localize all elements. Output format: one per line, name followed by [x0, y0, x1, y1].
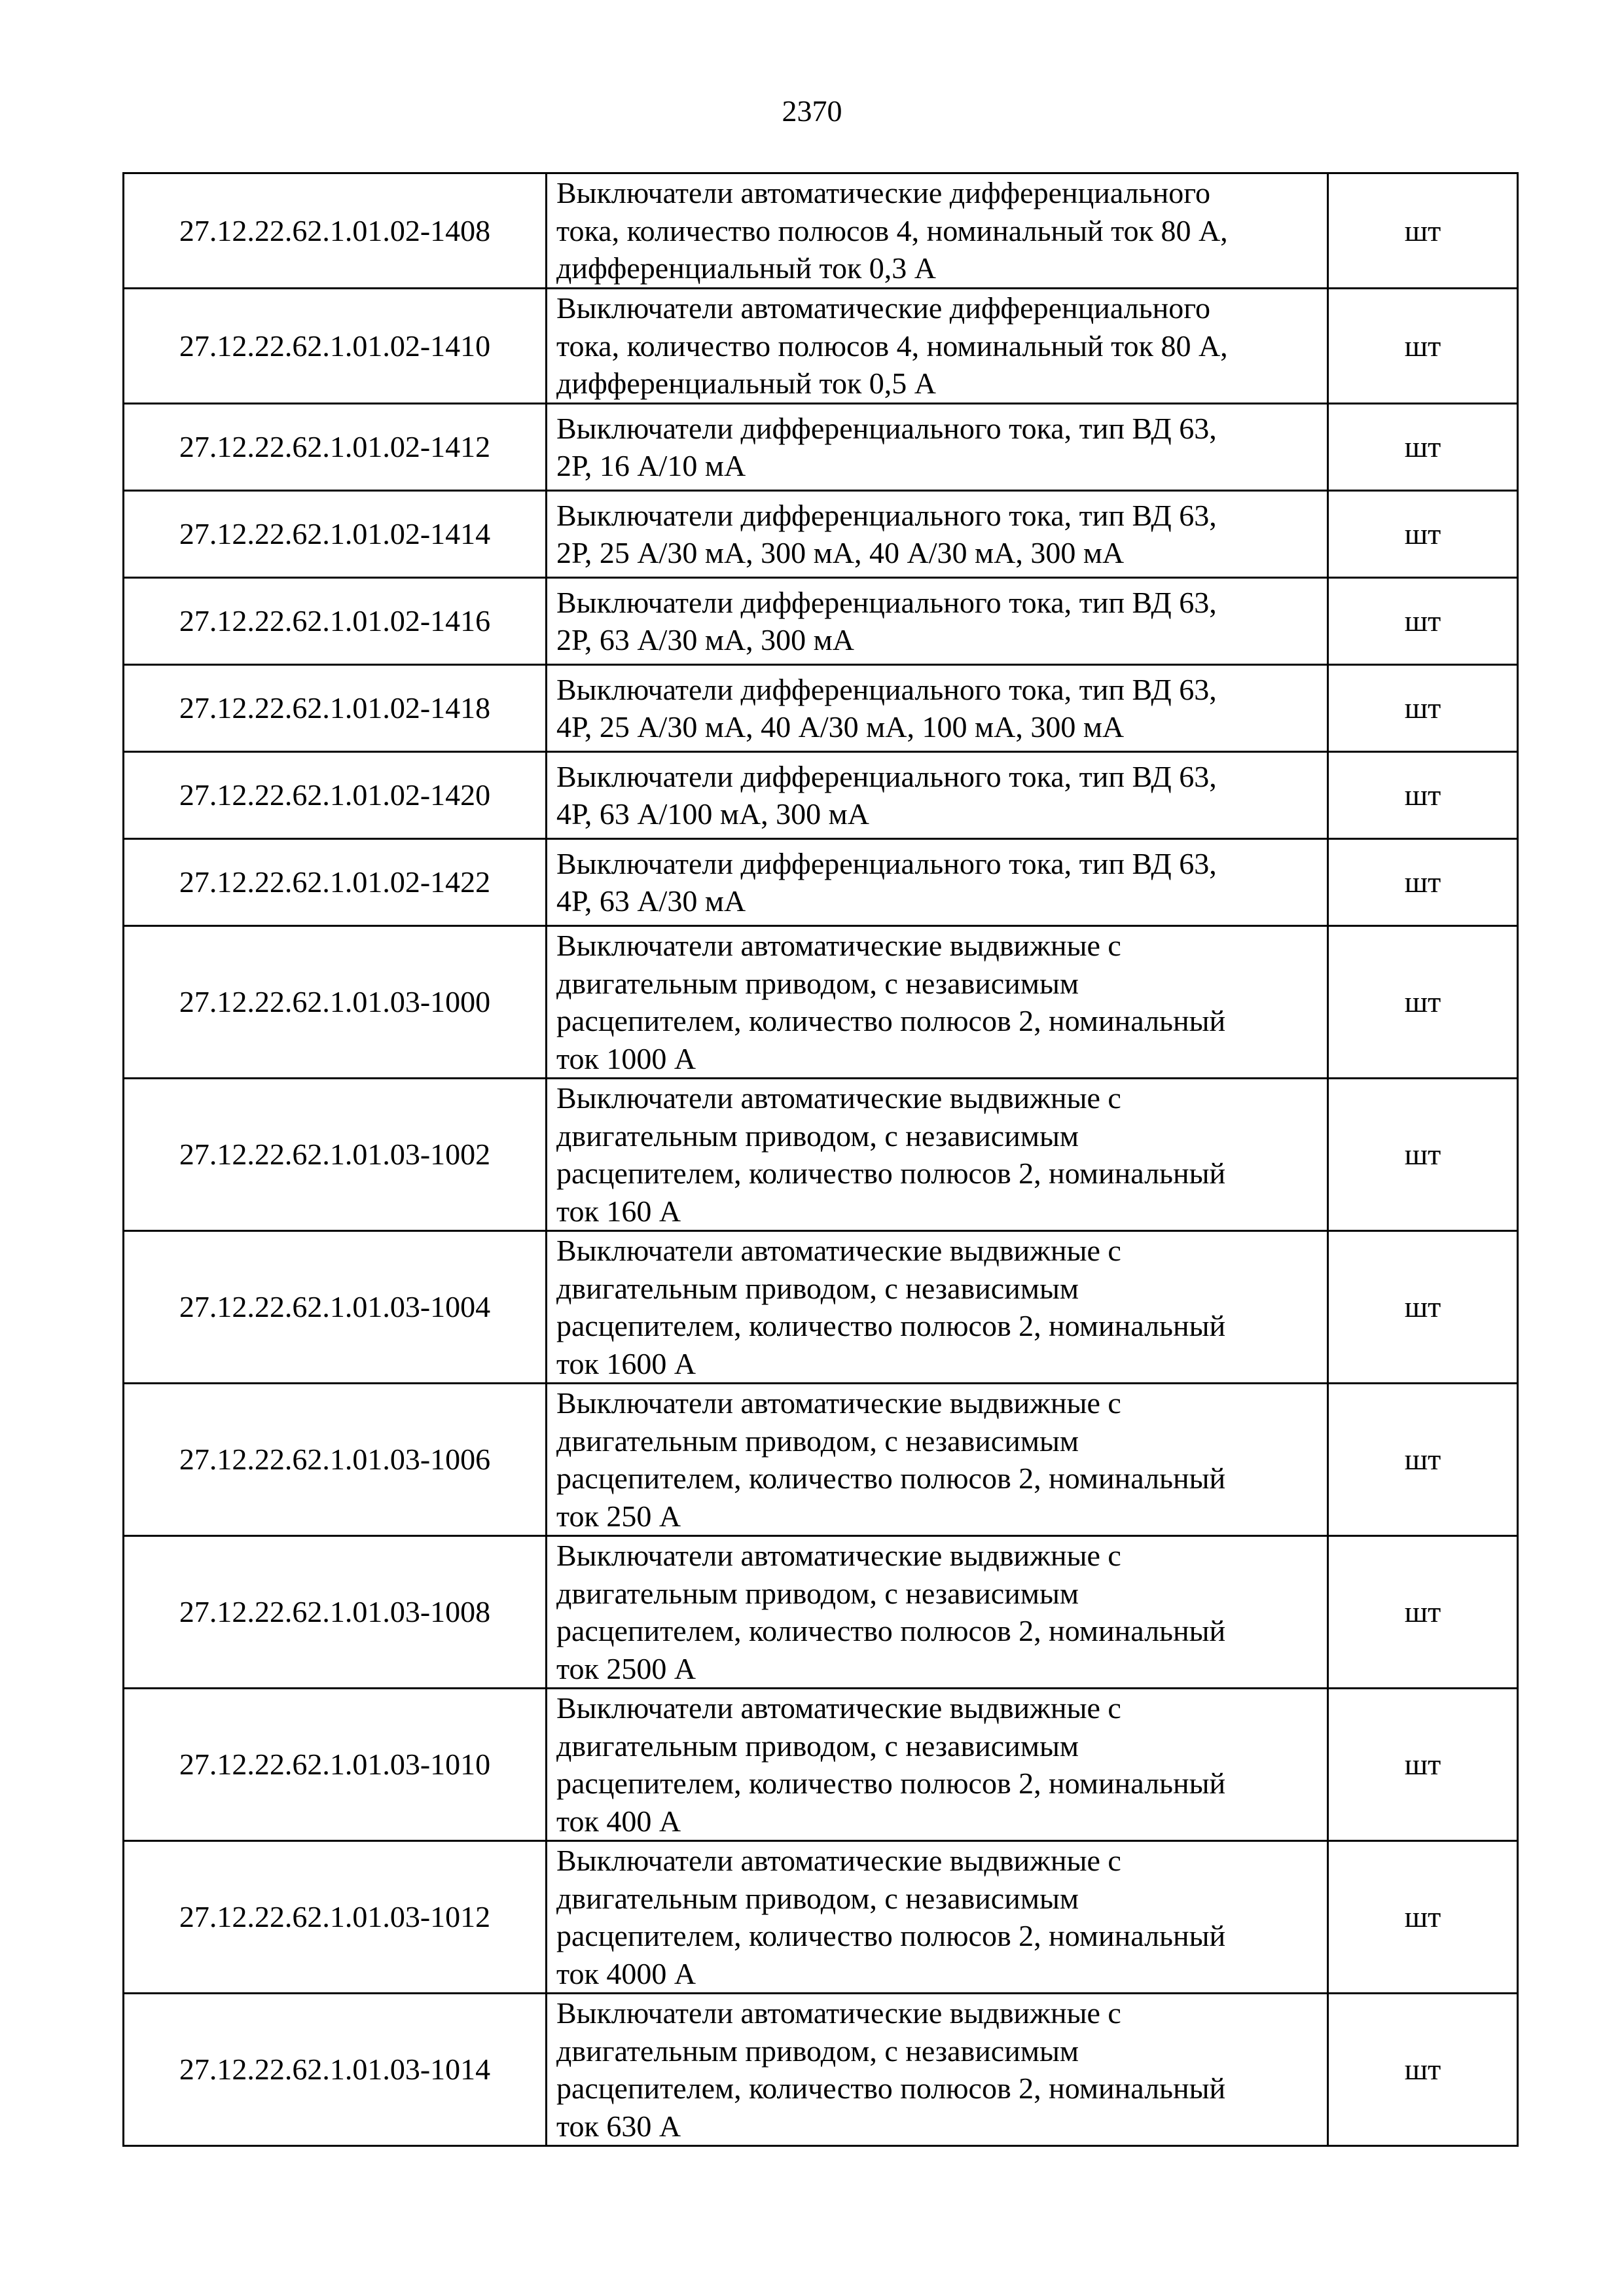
resource-code: 27.12.22.62.1.01.03-1002 — [124, 1079, 547, 1231]
unit-of-measure: шт — [1328, 289, 1518, 404]
description-line: двигательным приводом, с независимым — [556, 1119, 1079, 1153]
table-row — [124, 1689, 1518, 1841]
table-row — [124, 839, 1518, 926]
description-line: ток 630 А — [556, 2109, 681, 2143]
resource-code: 27.12.22.62.1.01.02-1418 — [124, 665, 547, 752]
description-line: Выключатели автоматические дифференциального — [556, 291, 1210, 325]
description-line: Выключатели автоматические выдвижные с — [556, 929, 1121, 962]
table-row — [124, 578, 1518, 665]
resource-code: 27.12.22.62.1.01.03-1004 — [124, 1231, 547, 1384]
description-line: двигательным приводом, с независимым — [556, 1271, 1079, 1305]
unit-of-measure: шт — [1328, 839, 1518, 926]
unit-of-measure: шт — [1328, 1994, 1518, 2146]
table-row — [124, 1841, 1518, 1994]
resource-description — [547, 665, 1328, 752]
resource-code: 27.12.22.62.1.01.02-1422 — [124, 839, 547, 926]
description-line: ток 250 А — [556, 1499, 681, 1533]
resource-description — [547, 491, 1328, 578]
resource-description — [547, 1231, 1328, 1384]
table-row — [124, 752, 1518, 839]
table-row — [124, 665, 1518, 752]
resource-code: 27.12.22.62.1.01.02-1412 — [124, 404, 547, 491]
unit-of-measure: шт — [1328, 1536, 1518, 1689]
description-line: ток 4000 А — [556, 1956, 696, 1990]
description-line: расцепителем, количество полюсов 2, номинальный — [556, 1309, 1226, 1342]
table-row — [124, 173, 1518, 289]
resource-code: 27.12.22.62.1.01.03-1006 — [124, 1384, 547, 1536]
description-line: Выключатели автоматические выдвижные с — [556, 1691, 1121, 1725]
description-line: Выключатели автоматические выдвижные с — [556, 1234, 1121, 1267]
description-line: двигательным приводом, с независимым — [556, 1729, 1079, 1763]
resource-code: 27.12.22.62.1.01.02-1420 — [124, 752, 547, 839]
resource-description — [547, 1841, 1328, 1994]
description-line: дифференциальный ток 0,3 А — [556, 251, 937, 285]
resource-description — [547, 289, 1328, 404]
unit-of-measure: шт — [1328, 404, 1518, 491]
description-line: двигательным приводом, с независимым — [556, 1576, 1079, 1610]
resource-description — [547, 1689, 1328, 1841]
description-line: ток 2500 А — [556, 1651, 696, 1685]
resource-description — [547, 404, 1328, 491]
resource-description — [547, 752, 1328, 839]
description-line: расцепителем, количество полюсов 2, номинальный — [556, 1614, 1226, 1647]
description-line: 2Р, 25 А/30 мА, 300 мА, 40 А/30 мА, 300 мА — [556, 536, 1125, 569]
description-line: Выключатели дифференциального тока, тип ВД 63, — [556, 498, 1217, 532]
description-line: ток 1600 А — [556, 1346, 696, 1380]
description-line: Выключатели дифференциального тока, тип ВД 63, — [556, 846, 1217, 880]
unit-of-measure: шт — [1328, 1384, 1518, 1536]
description-line: Выключатели дифференциального тока, тип ВД 63, — [556, 672, 1217, 706]
resource-description — [547, 1536, 1328, 1689]
description-line: ток 160 А — [556, 1194, 681, 1228]
resource-description — [547, 173, 1328, 289]
resource-code: 27.12.22.62.1.01.02-1416 — [124, 578, 547, 665]
unit-of-measure: шт — [1328, 1079, 1518, 1231]
resource-code: 27.12.22.62.1.01.02-1410 — [124, 289, 547, 404]
resource-code: 27.12.22.62.1.01.02-1408 — [124, 173, 547, 289]
unit-of-measure: шт — [1328, 926, 1518, 1079]
resource-description — [547, 578, 1328, 665]
description-line: тока, количество полюсов 4, номинальный ток 80 А, — [556, 329, 1228, 363]
description-line: расцепителем, количество полюсов 2, номинальный — [556, 1462, 1226, 1495]
unit-of-measure: шт — [1328, 173, 1518, 289]
description-line: Выключатели автоматические выдвижные с — [556, 1081, 1121, 1115]
resource-table — [122, 172, 1519, 2147]
resource-description — [547, 839, 1328, 926]
description-line: 4Р, 63 А/30 мА — [556, 884, 746, 918]
description-line: расцепителем, количество полюсов 2, номинальный — [556, 1157, 1226, 1190]
unit-of-measure: шт — [1328, 752, 1518, 839]
table-row — [124, 1079, 1518, 1231]
description-line: 2Р, 63 А/30 мА, 300 мА — [556, 623, 854, 656]
unit-of-measure: шт — [1328, 665, 1518, 752]
description-line: дифференциальный ток 0,5 А — [556, 367, 937, 401]
unit-of-measure: шт — [1328, 578, 1518, 665]
description-line: двигательным приводом, с независимым — [556, 1424, 1079, 1458]
resource-description — [547, 1994, 1328, 2146]
description-line: 4Р, 63 А/100 мА, 300 мА — [556, 797, 869, 831]
resource-code: 27.12.22.62.1.01.02-1414 — [124, 491, 547, 578]
resource-code: 27.12.22.62.1.01.03-1012 — [124, 1841, 547, 1994]
description-line: Выключатели дифференциального тока, тип ВД 63, — [556, 759, 1217, 793]
unit-of-measure: шт — [1328, 1689, 1518, 1841]
description-line: двигательным приводом, с независимым — [556, 966, 1079, 1000]
resource-code: 27.12.22.62.1.01.03-1014 — [124, 1994, 547, 2146]
description-line: 4Р, 25 А/30 мА, 40 А/30 мА, 100 мА, 300 мА — [556, 710, 1125, 744]
table-row — [124, 289, 1518, 404]
resource-description — [547, 1079, 1328, 1231]
description-line: Выключатели автоматические дифференциального — [556, 176, 1210, 210]
table-row — [124, 1994, 1518, 2146]
page-number: 2370 — [782, 94, 842, 128]
description-line: ток 1000 А — [556, 1041, 696, 1075]
description-line: Выключатели дифференциального тока, тип ВД 63, — [556, 585, 1217, 619]
resource-description — [547, 1384, 1328, 1536]
description-line: расцепителем, количество полюсов 2, номинальный — [556, 2072, 1226, 2105]
resource-code: 27.12.22.62.1.01.03-1008 — [124, 1536, 547, 1689]
description-line: Выключатели автоматические выдвижные с — [556, 1844, 1121, 1877]
table-row — [124, 491, 1518, 578]
description-line: Выключатели автоматические выдвижные с — [556, 1386, 1121, 1420]
description-line: 2Р, 16 А/10 мА — [556, 449, 746, 482]
description-line: ток 400 А — [556, 1804, 681, 1838]
description-line: Выключатели автоматические выдвижные с — [556, 1996, 1121, 2030]
description-line: двигательным приводом, с независимым — [556, 2034, 1079, 2068]
unit-of-measure: шт — [1328, 1841, 1518, 1994]
resource-code: 27.12.22.62.1.01.03-1010 — [124, 1689, 547, 1841]
description-line: двигательным приводом, с независимым — [556, 1881, 1079, 1915]
description-line: расцепителем, количество полюсов 2, номинальный — [556, 1004, 1226, 1037]
description-line: тока, количество полюсов 4, номинальный ток 80 А, — [556, 213, 1228, 247]
table-row — [124, 1231, 1518, 1384]
description-line: расцепителем, количество полюсов 2, номинальный — [556, 1767, 1226, 1800]
description-line: расцепителем, количество полюсов 2, номинальный — [556, 1919, 1226, 1952]
unit-of-measure: шт — [1328, 491, 1518, 578]
unit-of-measure: шт — [1328, 1231, 1518, 1384]
table-row — [124, 926, 1518, 1079]
resource-code: 27.12.22.62.1.01.03-1000 — [124, 926, 547, 1079]
description-line: Выключатели дифференциального тока, тип ВД 63, — [556, 411, 1217, 445]
resource-description — [547, 926, 1328, 1079]
table-row — [124, 1384, 1518, 1536]
table-row — [124, 404, 1518, 491]
description-line: Выключатели автоматические выдвижные с — [556, 1539, 1121, 1572]
table-row — [124, 1536, 1518, 1689]
